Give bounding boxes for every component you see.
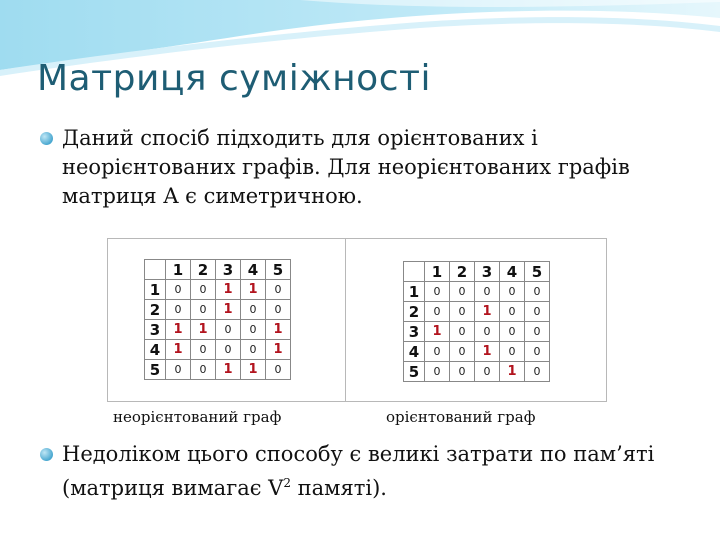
row-header: 1: [145, 280, 166, 300]
matrix-cell: 0: [191, 300, 216, 320]
col-header: 1: [425, 262, 450, 282]
matrix-cell: 0: [450, 342, 475, 362]
matrix-cell: 1: [216, 280, 241, 300]
matrix-corner: [404, 262, 425, 282]
matrix-corner: [145, 260, 166, 280]
row-header: 5: [145, 360, 166, 380]
matrix-cell: 1: [191, 320, 216, 340]
col-header: 4: [500, 262, 525, 282]
matrix-cell: 0: [266, 360, 291, 380]
matrix-cell: 0: [191, 340, 216, 360]
matrix-cell: 0: [450, 282, 475, 302]
matrix-cell: 0: [525, 282, 550, 302]
col-header: 2: [191, 260, 216, 280]
col-header: 2: [450, 262, 475, 282]
row-header: 2: [145, 300, 166, 320]
caption-directed-graph: орієнтований граф: [386, 408, 536, 426]
matrix-cell: 1: [241, 280, 266, 300]
panel-divider: [345, 239, 346, 401]
matrix-cell: 1: [166, 320, 191, 340]
matrix-cell: 0: [500, 322, 525, 342]
row-header: 4: [145, 340, 166, 360]
matrix-cell: 0: [166, 300, 191, 320]
matrix-cell: 0: [525, 362, 550, 382]
caption-undirected-graph: неорієнтований граф: [113, 408, 282, 426]
matrix-cell: 0: [216, 320, 241, 340]
matrix-cell: 1: [500, 362, 525, 382]
bullet-icon: [40, 448, 53, 461]
matrix-cell: 0: [475, 282, 500, 302]
bullet-text-2-part1: Недоліком цього способу є великі затрати по пам’яті (матриця вимагає V: [62, 442, 655, 500]
bullet-text-1: Даний спосіб підходить для орієнтованих і неорієнтованих графів. Для неорієнтованих графів матриця A є симетричною.: [62, 126, 630, 208]
matrix-cell: 1: [166, 340, 191, 360]
matrix-cell: 1: [425, 322, 450, 342]
directed-adjacency-matrix: [403, 261, 550, 382]
row-header: 1: [404, 282, 425, 302]
matrix-cell: 0: [166, 280, 191, 300]
matrix-cell: 0: [500, 342, 525, 362]
matrix-cell: 0: [475, 362, 500, 382]
matrix-cell: 0: [241, 340, 266, 360]
matrix-figure-panel: [107, 238, 607, 402]
matrix-cell: 0: [425, 342, 450, 362]
bullet-text-2-part2: памяті).: [290, 476, 387, 500]
undirected-adjacency-matrix: [144, 259, 291, 380]
row-header: 4: [404, 342, 425, 362]
matrix-cell: 0: [450, 322, 475, 342]
col-header: 5: [525, 262, 550, 282]
matrix-cell: 1: [216, 300, 241, 320]
matrix-cell: 0: [425, 362, 450, 382]
matrix-cell: 0: [266, 280, 291, 300]
matrix-cell: 0: [450, 362, 475, 382]
matrix-cell: 0: [166, 360, 191, 380]
matrix-cell: 0: [191, 360, 216, 380]
matrix-cell: 0: [525, 322, 550, 342]
matrix-cell: 0: [241, 300, 266, 320]
matrix-cell: 1: [266, 320, 291, 340]
matrix-cell: 0: [500, 302, 525, 322]
matrix-cell: 0: [475, 322, 500, 342]
matrix-cell: 0: [191, 280, 216, 300]
col-header: 3: [475, 262, 500, 282]
matrix-cell: 0: [266, 300, 291, 320]
row-header: 2: [404, 302, 425, 322]
col-header: 1: [166, 260, 191, 280]
bullet-icon: [40, 132, 53, 145]
matrix-cell: 1: [475, 342, 500, 362]
matrix-cell: 0: [500, 282, 525, 302]
row-header: 3: [404, 322, 425, 342]
row-header: 5: [404, 362, 425, 382]
matrix-cell: 0: [216, 340, 241, 360]
matrix-cell: 0: [241, 320, 266, 340]
matrix-cell: 0: [425, 282, 450, 302]
bullet-text-2: [62, 440, 680, 503]
matrix-cell: 0: [525, 302, 550, 322]
bullet-item-2: [40, 440, 680, 503]
matrix-cell: 0: [450, 302, 475, 322]
col-header: 5: [266, 260, 291, 280]
row-header: 3: [145, 320, 166, 340]
matrix-cell: 1: [475, 302, 500, 322]
superscript-2: 2: [283, 476, 291, 490]
matrix-cell: 0: [425, 302, 450, 322]
matrix-cell: 1: [266, 340, 291, 360]
matrix-cell: 0: [525, 342, 550, 362]
col-header: 4: [241, 260, 266, 280]
slide-title: Матриця суміжності: [37, 58, 431, 99]
matrix-cell: 1: [241, 360, 266, 380]
matrix-cell: 1: [216, 360, 241, 380]
col-header: 3: [216, 260, 241, 280]
bullet-item-1: [40, 124, 680, 211]
